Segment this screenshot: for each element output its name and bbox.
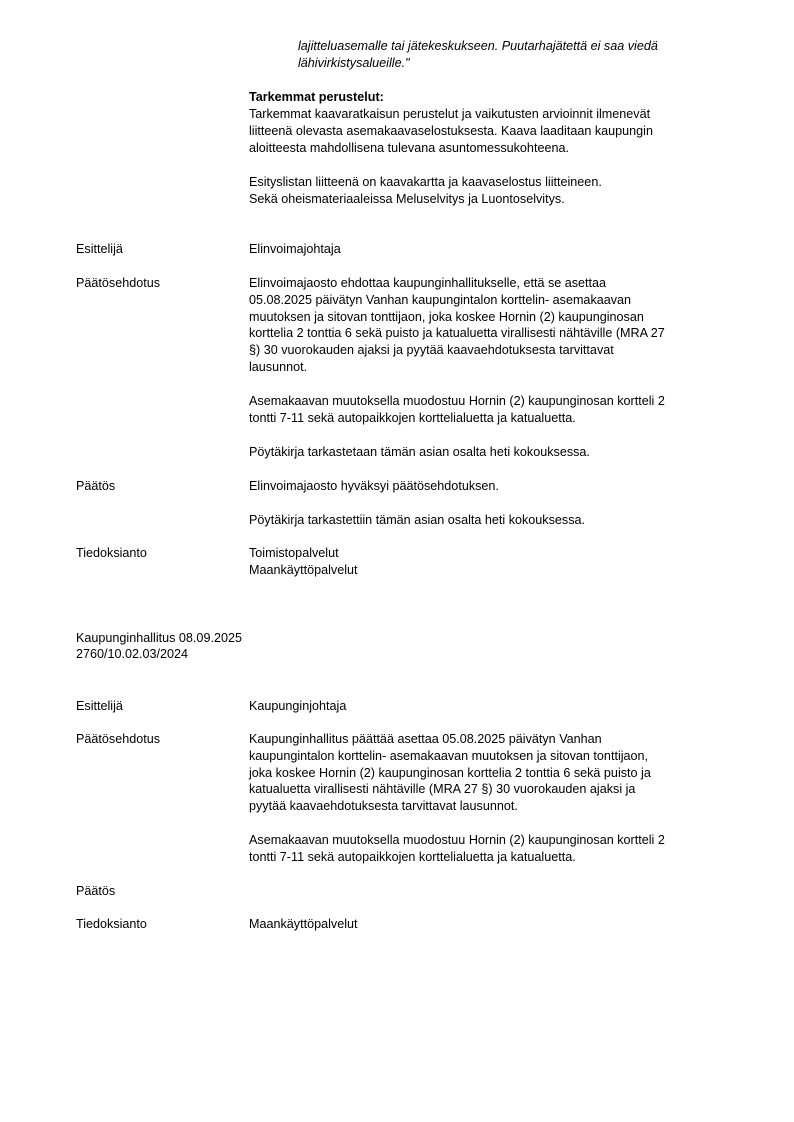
decision-label: Päätös [76, 884, 116, 898]
details-text: Tarkemmat kaavaratkaisun perustelut ja vaikutusten arvioinnit ilmenevät liitteenä olevasta asemakaavaselostuksesta. Kaava laaditaan kaupungin aloitteesta mahdollisena tulevana asuntomessukohteena. [249, 107, 653, 155]
proposal-paragraph: Asemakaavan muutoksella muodostuu Hornin (2) kaupunginosan kortteli 2 tontti 7-11 sekä autopaikkojen korttelialuetta ja katualuetta. [249, 833, 665, 864]
presenter-label: Esittelijä [76, 242, 123, 256]
attachments-text: Esityslistan liitteenä on kaavakartta ja kaavaselostus liitteineen. Sekä oheismateriaaleissa Meluselvitys ja Luontoselvitys. [249, 175, 602, 206]
decision-label: Päätös [76, 479, 116, 493]
notice-label: Tiedoksianto [76, 917, 147, 931]
notice-value: Toimistopalvelut Maankäyttöpalvelut [249, 546, 358, 577]
notice-value: Maankäyttöpalvelut [249, 917, 358, 931]
meeting-title: Kaupunginhallitus 08.09.2025 [76, 631, 242, 645]
proposal-label: Päätösehdotus [76, 276, 161, 290]
proposal-paragraph: Pöytäkirja tarkastetaan tämän asian osalta heti kokouksessa. [249, 445, 590, 459]
proposal-paragraph: Elinvoimajaosto ehdottaa kaupunginhallitukselle, että se asettaa 05.08.2025 päivätyn Vanhan kaupungintalon korttelin- asemakaavan muutoksen ja sitovan tonttijaon, joka koskee Hornin (2) kaupunginosan korttelia 2 tonttia 6 sekä puisto ja katualuetta virallisesti nähtäville (MRA 27 §) 30 vuorokauden ajaksi ja pyytää kaavaehdotuksesta tarvittavat lausunnot. [249, 276, 665, 374]
details-heading: Tarkemmat perustelut: [249, 90, 384, 104]
decision-paragraph: Pöytäkirja tarkastettiin tämän asian osalta heti kokouksessa. [249, 513, 586, 527]
presenter-label: Esittelijä [76, 699, 123, 713]
presenter-value: Kaupunginjohtaja [249, 699, 347, 713]
meeting-reference: 2760/10.02.03/2024 [76, 647, 189, 661]
decision-paragraph: Elinvoimajaosto hyväksyi päätösehdotuksen. [249, 479, 499, 493]
quoted-text: lajitteluasemalle tai jätekeskukseen. Puutarhajätettä ei saa viedä lähivirkistysalueille." [298, 39, 658, 70]
presenter-value: Elinvoimajohtaja [249, 242, 341, 256]
proposal-paragraph: Kaupunginhallitus päättää asettaa 05.08.2025 päivätyn Vanhan kaupungintalon korttelin- asemakaavan muutoksen ja sitovan tonttijaon, joka koskee Hornin (2) kaupunginosan korttelia 2 tonttia 6 sekä puisto ja katualuetta virallisesti nähtäville (MRA 27 §) 30 vuorokauden ajaksi ja pyytää kaavaehdotuksesta tarvittavat lausunnot. [249, 732, 651, 814]
notice-label: Tiedoksianto [76, 546, 147, 560]
proposal-paragraph: Asemakaavan muutoksella muodostuu Hornin (2) kaupunginosan kortteli 2 tontti 7-11 sekä autopaikkojen korttelialuetta ja katualuetta. [249, 394, 665, 425]
proposal-label: Päätösehdotus [76, 732, 161, 746]
